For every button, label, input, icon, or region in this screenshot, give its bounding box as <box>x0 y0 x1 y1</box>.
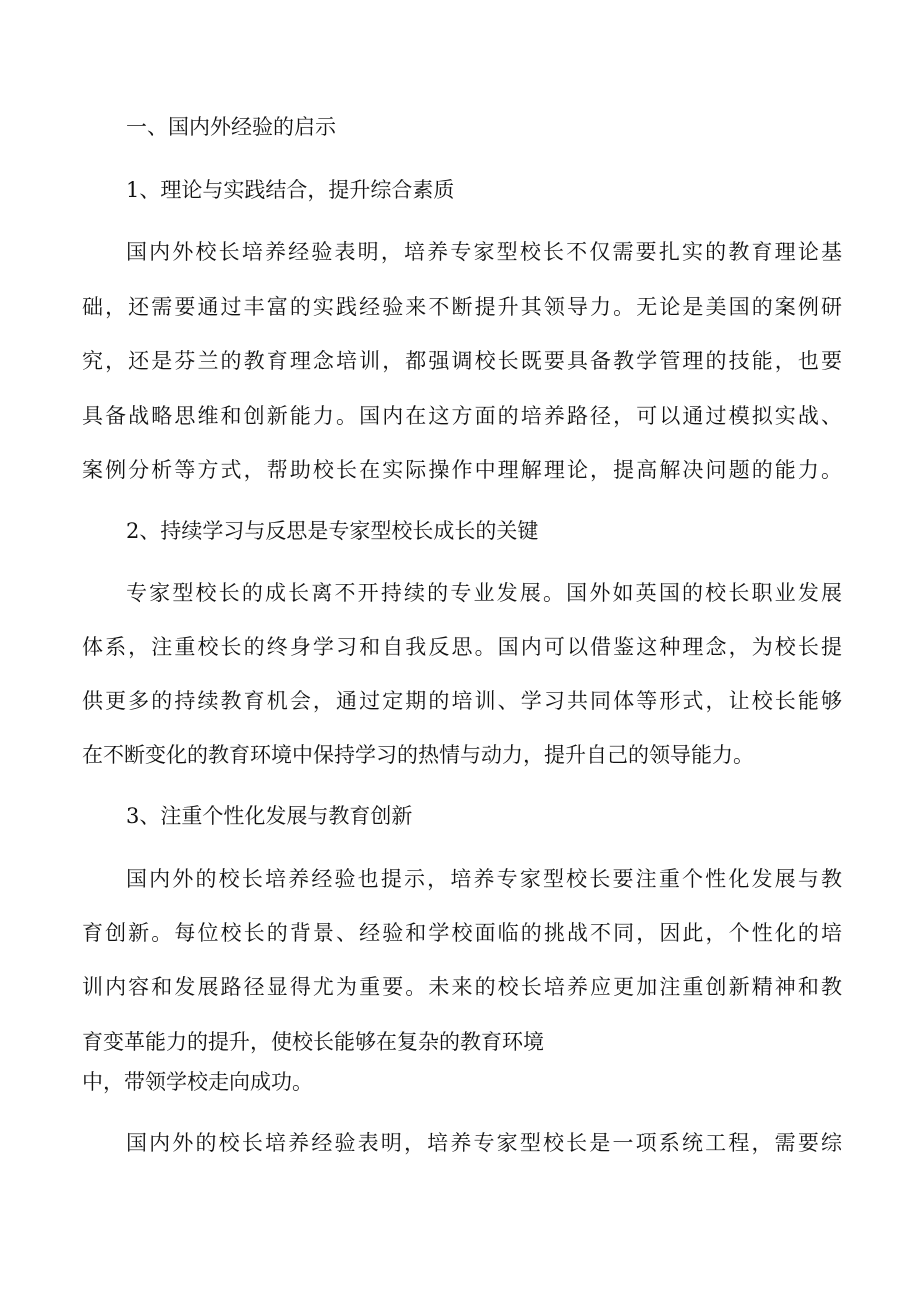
paragraph-line: 育变革能力的提升，使校长能够在复杂的教育环境 <box>82 1030 544 1054</box>
subsection-title-3: 3、注重个性化发展与教育创新 <box>126 804 413 828</box>
paragraph-line: 供更多的持续教育机会，通过定期的培训、学习共同体等形式，让校长能够 <box>82 689 842 713</box>
paragraph-line: 体系，注重校长的终身学习和自我反思。国内可以借鉴这种理念，为校长提 <box>82 635 842 659</box>
paragraph-line: 育创新。每位校长的背景、经验和学校面临的挑战不同，因此，个性化的培 <box>82 921 842 945</box>
paragraph-line: 具备战略思维和创新能力。国内在这方面的培养路径，可以通过模拟实战、 <box>82 404 842 428</box>
paragraph-line: 国内外的校长培养经验表明，培养专家型校长是一项系统工程，需要综 <box>126 1131 842 1155</box>
paragraph-line: 国内外校长培养经验表明，培养专家型校长不仅需要扎实的教育理论基 <box>126 240 842 264</box>
section-title: 一、国内外经验的启示 <box>126 115 336 139</box>
paragraph-line: 究，还是芬兰的教育理念培训，都强调校长既要具备教学管理的技能，也要 <box>82 349 842 373</box>
paragraph-line: 中，带领学校走向成功。 <box>82 1070 313 1094</box>
subsection-title-2: 2、持续学习与反思是专家型校长成长的关键 <box>126 519 539 543</box>
paragraph-line: 案例分析等方式，帮助校长在实际操作中理解理论，提高解决问题的能力。 <box>82 458 842 482</box>
paragraph-line: 在不断变化的教育环境中保持学习的热情与动力，提升自己的领导能力。 <box>82 743 754 767</box>
paragraph-line: 础，还需要通过丰富的实践经验来不断提升其领导力。无论是美国的案例研 <box>82 295 842 319</box>
paragraph-line: 训内容和发展路径显得尤为重要。未来的校长培养应更加注重创新精神和教 <box>82 975 842 999</box>
paragraph-line: 国内外的校长培养经验也提示，培养专家型校长要注重个性化发展与教 <box>126 867 842 891</box>
subsection-title-1: 1、理论与实践结合，提升综合素质 <box>126 178 455 202</box>
paragraph-line: 专家型校长的成长离不开持续的专业发展。国外如英国的校长职业发展 <box>126 581 842 605</box>
